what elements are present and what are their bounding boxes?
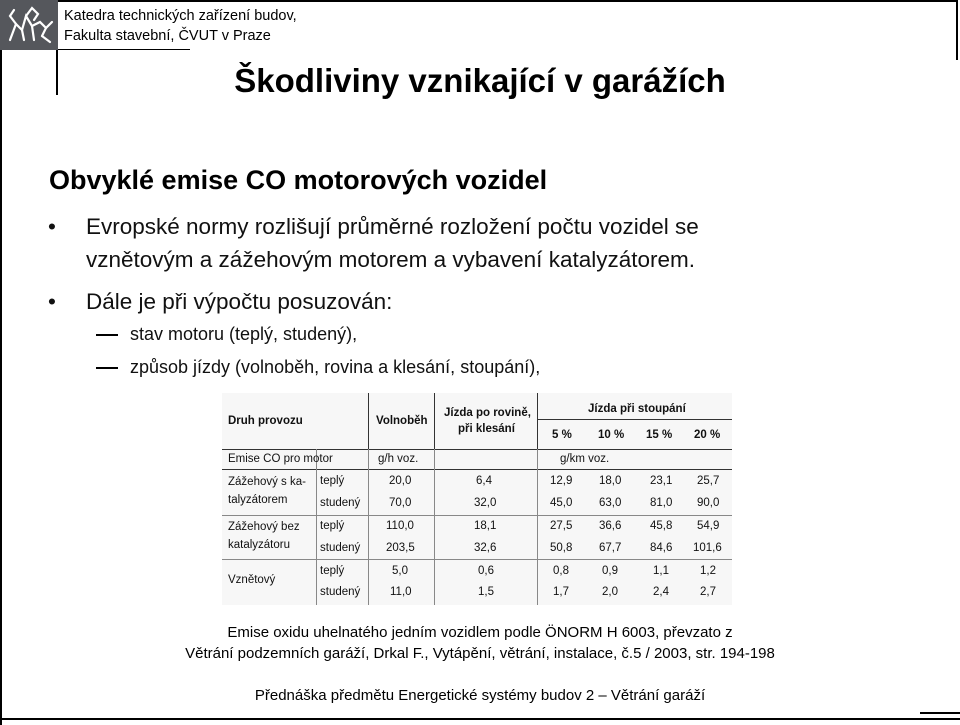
value-cell: 45,0 [550,497,573,509]
state-cell: studený [320,586,361,598]
dash-marker [96,334,118,336]
lion-logo-icon [0,0,58,50]
value-cell: 5,0 [392,565,408,577]
value-cell: 110,0 [386,520,414,532]
value-cell: 18,0 [599,475,622,487]
value-cell: 63,0 [599,497,622,509]
value-cell: 27,5 [550,520,573,532]
state-cell: studený [320,542,361,554]
header-rule [58,0,958,2]
left-border [0,0,2,725]
value-cell: 0,9 [602,565,618,577]
table-rule [316,449,317,605]
value-cell: 25,7 [697,475,720,487]
header-cell: při klesání [458,423,515,435]
group-label: talyzátorem [228,494,288,506]
header-cell: Jízda při stoupání [588,403,686,415]
sub-item-text: způsob jízdy (volnoběh, rovina a klesání, stoupání), [130,357,541,377]
table-rule [434,449,435,605]
value-cell: 2,4 [653,586,669,598]
value-cell: 12,9 [550,475,573,487]
state-cell: teplý [320,520,345,532]
institution-line-2: Fakulta stavební, ČVUT v Praze [64,28,271,44]
value-cell: 0,8 [553,565,569,577]
value-cell: 81,0 [650,497,673,509]
value-cell: 84,6 [650,542,673,554]
header-cell: 5 % [552,429,572,441]
emission-table [222,393,732,605]
footer-mark [920,712,960,714]
footer-rule [0,718,960,720]
institution-line-1: Katedra technických zařízení budov, [64,8,297,24]
group-label: katalyzátoru [228,539,291,551]
value-cell: 11,0 [390,586,412,598]
value-cell: 1,5 [478,586,494,598]
value-cell: 1,2 [700,565,716,577]
value-cell: 32,6 [474,542,497,554]
value-cell: 2,7 [700,586,716,598]
state-cell: teplý [320,565,345,577]
value-cell: 101,6 [693,542,722,554]
value-cell: 6,4 [476,475,492,487]
table-caption: Emise oxidu uhelnatého jedním vozidlem podle ÖNORM H 6003, převzato z [227,624,733,641]
value-cell: 1,1 [653,565,669,577]
unit-cell: g/km voz. [560,453,610,465]
bullet-text [86,210,699,276]
header-cell: Jízda po rovině, [444,407,531,419]
right-border [956,0,958,60]
units-label: Emise CO pro motor [228,453,333,465]
value-cell: 0,6 [478,565,494,577]
footer-text: Přednáška předmětu Energetické systémy budov 2 – Větrání garáží [254,687,706,704]
value-cell: 203,5 [386,542,415,554]
value-cell: 90,0 [697,497,720,509]
table-rule [368,393,369,449]
value-cell: 45,8 [650,520,673,532]
header-cell: 10 % [598,429,625,441]
value-cell: 67,7 [599,542,622,554]
bullet-line: Dále je při výpočtu posuzován: [86,289,393,314]
table-rule [368,449,369,605]
state-cell: teplý [320,475,345,487]
value-cell: 18,1 [474,520,497,532]
unit-cell: g/h voz. [378,453,419,465]
table-rule [537,449,538,605]
value-cell: 23,1 [650,475,673,487]
bullet-line: vznětovým a zážehovým motorem a vybavení katalyzátorem. [86,247,695,272]
institution-name [64,6,297,46]
header-cell: 15 % [646,429,673,441]
value-cell: 50,8 [550,542,573,554]
value-cell: 36,6 [599,520,622,532]
group-label: Zážehový bez [228,521,300,533]
header-cell: Volnoběh [376,415,428,427]
value-cell: 70,0 [389,497,412,509]
value-cell: 32,0 [474,497,497,509]
bullet-line: Evropské normy rozlišují průměrné rozložení počtu vozidel se [86,214,699,239]
group-label: Vznětový [228,574,276,586]
table-rule [537,393,538,449]
value-cell: 20,0 [389,475,412,487]
slide-title: Škodliviny vznikající v garážích [234,62,726,99]
table-rule [537,419,732,420]
table-rule [222,515,732,516]
table-rule [222,469,732,470]
group-label: Zážehový s ka- [228,476,306,488]
bullet-dot: • [48,289,56,314]
value-cell: 2,0 [602,586,618,598]
table-rule [222,449,732,450]
state-cell: studený [320,497,361,509]
bullet-dot: • [48,214,56,239]
table-source: Větrání podzemních garáží, Drkal F., Vytápění, větrání, instalace, č.5 / 2003, str. 194-198 [185,645,775,662]
dash-marker [96,367,118,369]
value-cell: 1,7 [553,586,569,598]
table-rule [434,393,435,449]
slide-subtitle: Obvyklé emise CO motorových vozidel [49,165,548,195]
value-cell: 54,9 [697,520,720,532]
table-rule [222,559,732,560]
header-cell: Druh provozu [228,415,303,427]
header-cell: 20 % [694,429,721,441]
sub-item-text: stav motoru (teplý, studený), [130,324,358,344]
